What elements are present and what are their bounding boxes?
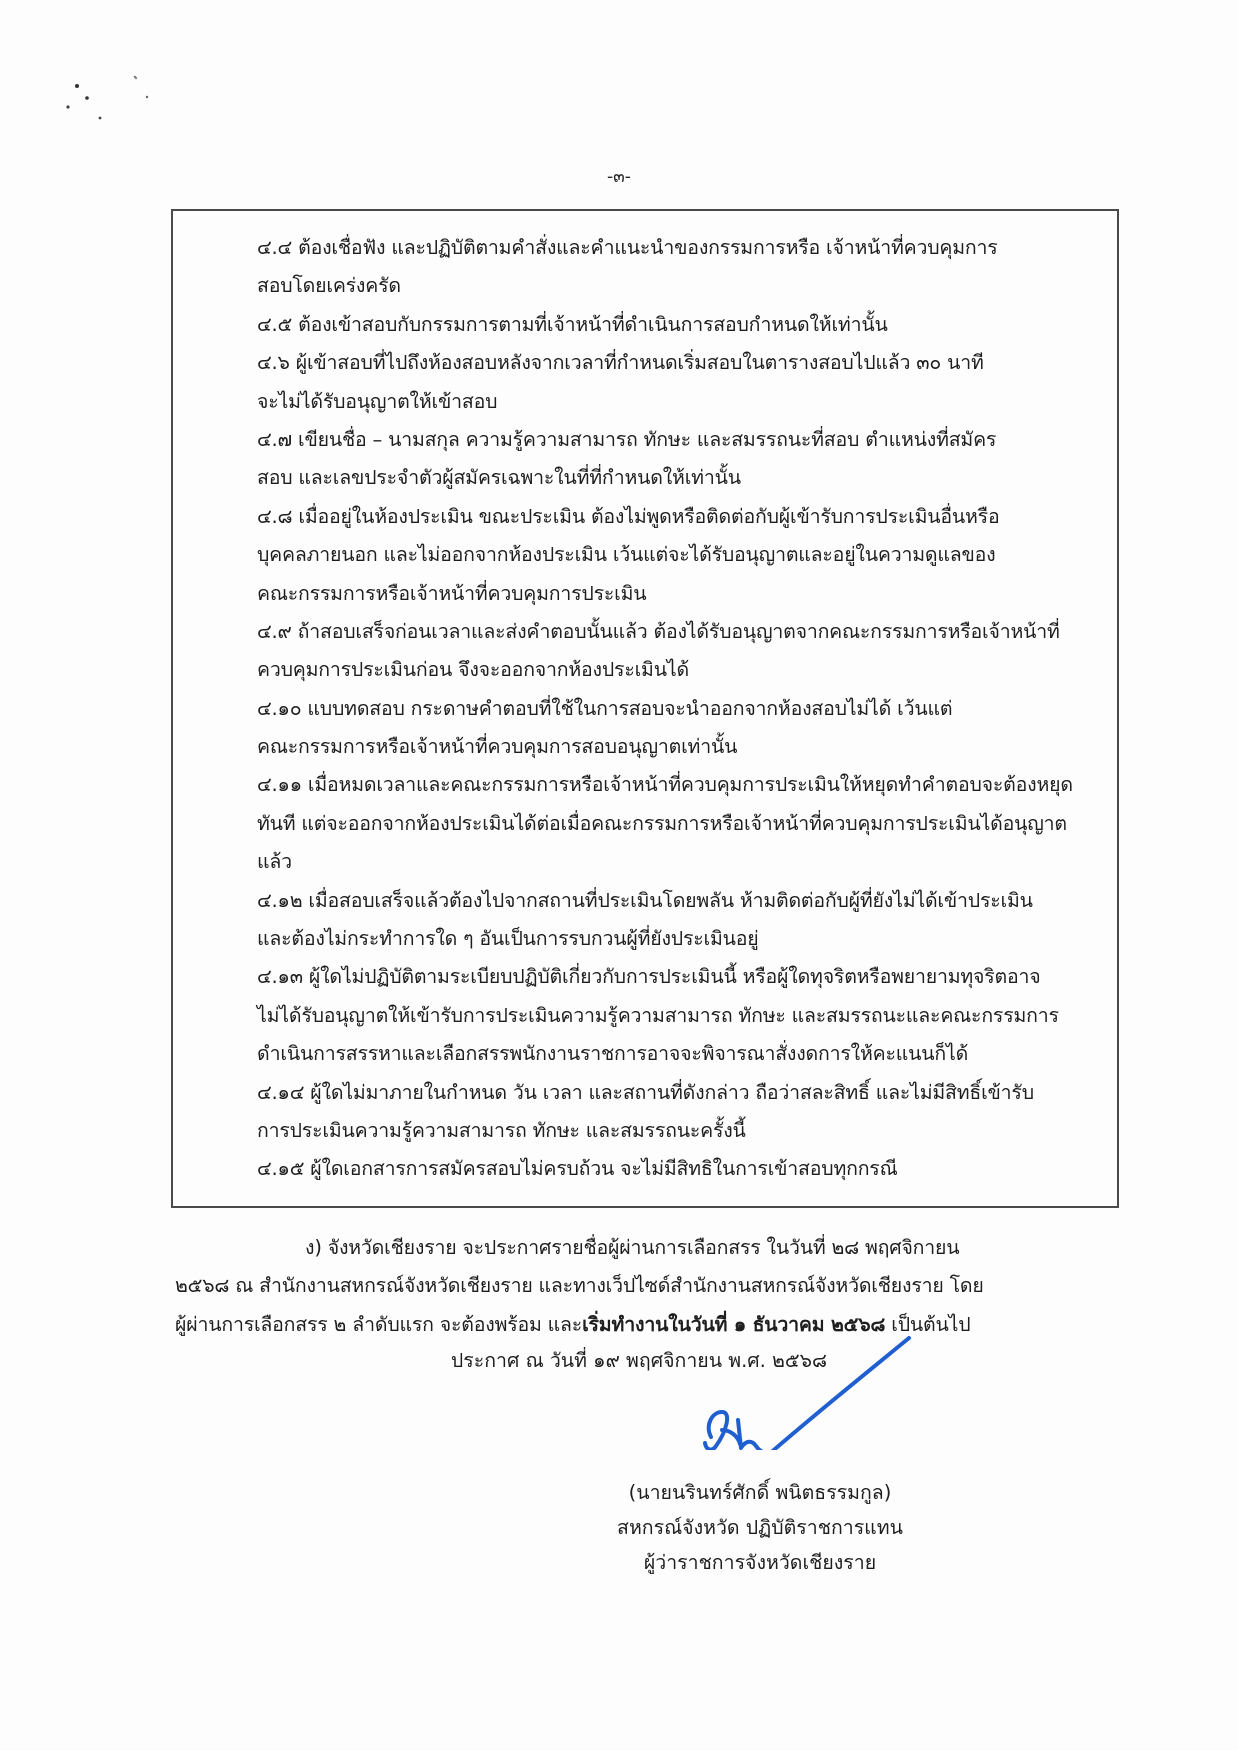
rule-line: บุคคลภายนอก และไม่ออกจากห้องประเมิน เว้นแต่จะได้รับอนุญาตและอยู่ในความดูแลของ xyxy=(257,543,996,567)
page-number: -๓- xyxy=(607,167,631,187)
signer-name: (นายนรินทร์ศักดิ์ พนิตธรรมกูล) xyxy=(628,1481,892,1504)
rule-line: คณะกรรมการหรือเจ้าหน้าที่ควบคุมการสอบอนุญาตเท่านั้น xyxy=(257,735,738,759)
rule-line: ๔.๕ ต้องเข้าสอบกับกรรมการตามที่เจ้าหน้าที่ดำเนินการสอบกำหนดให้เท่านั้น xyxy=(257,312,888,336)
exam-rules-list xyxy=(257,229,1117,1189)
signer-block xyxy=(560,1475,960,1580)
start-date-highlight: เริ่มทำงานในวันที่ ๑ ธันวาคม ๒๕๖๘ xyxy=(582,1312,886,1336)
rule-line: คณะกรรมการหรือเจ้าหน้าที่ควบคุมการประเมิน xyxy=(257,581,647,605)
rule-line: การประเมินความรู้ความสามารถ ทักษะ และสมรรถนะครั้งนี้ xyxy=(257,1118,746,1142)
rule-line: ๔.๙ ถ้าสอบเสร็จก่อนเวลาและส่งคำตอบนั้นแล้ว ต้องได้รับอนุญาตจากคณะกรรมการหรือเจ้าหน้าที่ xyxy=(257,619,1060,643)
rule-line: จะไม่ได้รับอนุญาตให้เข้าสอบ xyxy=(257,389,498,413)
rule-line: ควบคุมการประเมินก่อน จึงจะออกจากห้องประเมินได้ xyxy=(257,658,689,682)
scan-specks xyxy=(0,0,200,150)
rule-line: ๔.๔ ต้องเชื่อฟัง และปฏิบัติตามคำสั่งและคำแนะนำของกรรมการหรือ เจ้าหน้าที่ควบคุมการ xyxy=(257,236,998,259)
signature-mark xyxy=(690,1320,930,1450)
announcement-line-3-suffix: เป็นต้นไป xyxy=(885,1312,971,1336)
announcement-line-3-prefix: ผู้ผ่านการเลือกสรร ๒ ลำดับแรก จะต้องพร้อม และ xyxy=(175,1312,583,1336)
rule-line: สอบโดยเคร่งครัด xyxy=(257,274,401,298)
rule-line: ดำเนินการสรรหาและเลือกสรรพนักงานราชการอาจจะพิจารณาสั่งงดการให้คะแนนก็ได้ xyxy=(257,1042,969,1066)
rule-line: ทันที แต่จะออกจากห้องประเมินได้ต่อเมื่อคณะกรรมการหรือเจ้าหน้าที่ควบคุมการประเมินได้อนุญาต xyxy=(257,811,1067,835)
rule-line: ๔.๑๓ ผู้ใดไม่ปฏิบัติตามระเบียบปฏิบัติเกี่ยวกับการประเมินนี้ หรือผู้ใดทุจริตหรือพยายามทุจริตอาจ xyxy=(257,965,1041,989)
rule-line: ๔.๑๑ เมื่อหมดเวลาและคณะกรรมการหรือเจ้าหน้าที่ควบคุมการประเมินให้หยุดทำคำตอบจะต้องหยุด xyxy=(257,773,1073,797)
exam-rules-box xyxy=(171,209,1119,1208)
rule-line: สอบ และเลขประจำตัวผู้สมัครเฉพาะในที่ที่กำหนดให้เท่านั้น xyxy=(257,466,741,490)
rule-line: ๔.๗ เขียนชื่อ – นามสกุล ความรู้ความสามารถ ทักษะ และสมรรถนะที่สอบ ตำแหน่งที่สมัคร xyxy=(257,427,997,451)
rule-line: และต้องไม่กระทำการใด ๆ อันเป็นการรบกวนผู้ที่ยังประเมินอยู่ xyxy=(257,927,759,951)
announcement-line-2: ๒๕๖๘ ณ สำนักงานสหกรณ์จังหวัดเชียงราย และทางเว็ปไซด์สำนักงานสหกรณ์จังหวัดเชียงราย โดย xyxy=(175,1274,984,1298)
rule-line: แล้ว xyxy=(257,850,292,874)
rule-line: ๔.๖ ผู้เข้าสอบที่ไปถึงห้องสอบหลังจากเวลาที่กำหนดเริ่มสอบในตารางสอบไปแล้ว ๓๐ นาที xyxy=(257,351,984,375)
signer-title-2: ผู้ว่าราชการจังหวัดเชียงราย xyxy=(643,1551,877,1574)
announcement-date: ประกาศ ณ วันที่ ๑๙ พฤศจิกายน พ.ศ. ๒๕๖๘ xyxy=(450,1349,828,1372)
rule-line: ๔.๑๕ ผู้ใดเอกสารการสมัครสอบไม่ครบถ้วน จะไม่มีสิทธิในการเข้าสอบทุกกรณี xyxy=(257,1157,898,1181)
rule-line: ๔.๑๐ แบบทดสอบ กระดาษคำตอบที่ใช้ในการสอบจะนำออกจากห้องสอบไม่ได้ เว้นแต่ xyxy=(257,696,953,720)
rule-line: ๔.๘ เมื่ออยู่ในห้องประเมิน ขณะประเมิน ต้องไม่พูดหรือติดต่อกับผู้เข้ารับการประเมินอื่นหรือ xyxy=(257,504,1000,528)
announcement-line-3 xyxy=(175,1306,1075,1344)
rule-line: ไม่ได้รับอนุญาตให้เข้ารับการประเมินความรู้ความสามารถ ทักษะ และสมรรถนะและคณะกรรมการ xyxy=(257,1003,1059,1027)
announcement-paragraph xyxy=(175,1229,1075,1344)
signer-title-1: สหกรณ์จังหวัด ปฏิบัติราชการแทน xyxy=(617,1516,903,1539)
rule-line: ๔.๑๔ ผู้ใดไม่มาภายในกำหนด วัน เวลา และสถานที่ดังกล่าว ถือว่าสละสิทธิ์ และไม่มีสิทธิ์เข้ารับ xyxy=(257,1080,1034,1104)
rule-line: ๔.๑๒ เมื่อสอบเสร็จแล้วต้องไปจากสถานที่ประเมินโดยพลัน ห้ามติดต่อกับผู้ที่ยังไม่ได้เข้าประเมิน xyxy=(257,888,1033,912)
announcement-line-1: ง) จังหวัดเชียงราย จะประกาศรายชื่อผู้ผ่านการเลือกสรร ในวันที่ ๒๘ พฤศจิกายน xyxy=(305,1236,960,1259)
